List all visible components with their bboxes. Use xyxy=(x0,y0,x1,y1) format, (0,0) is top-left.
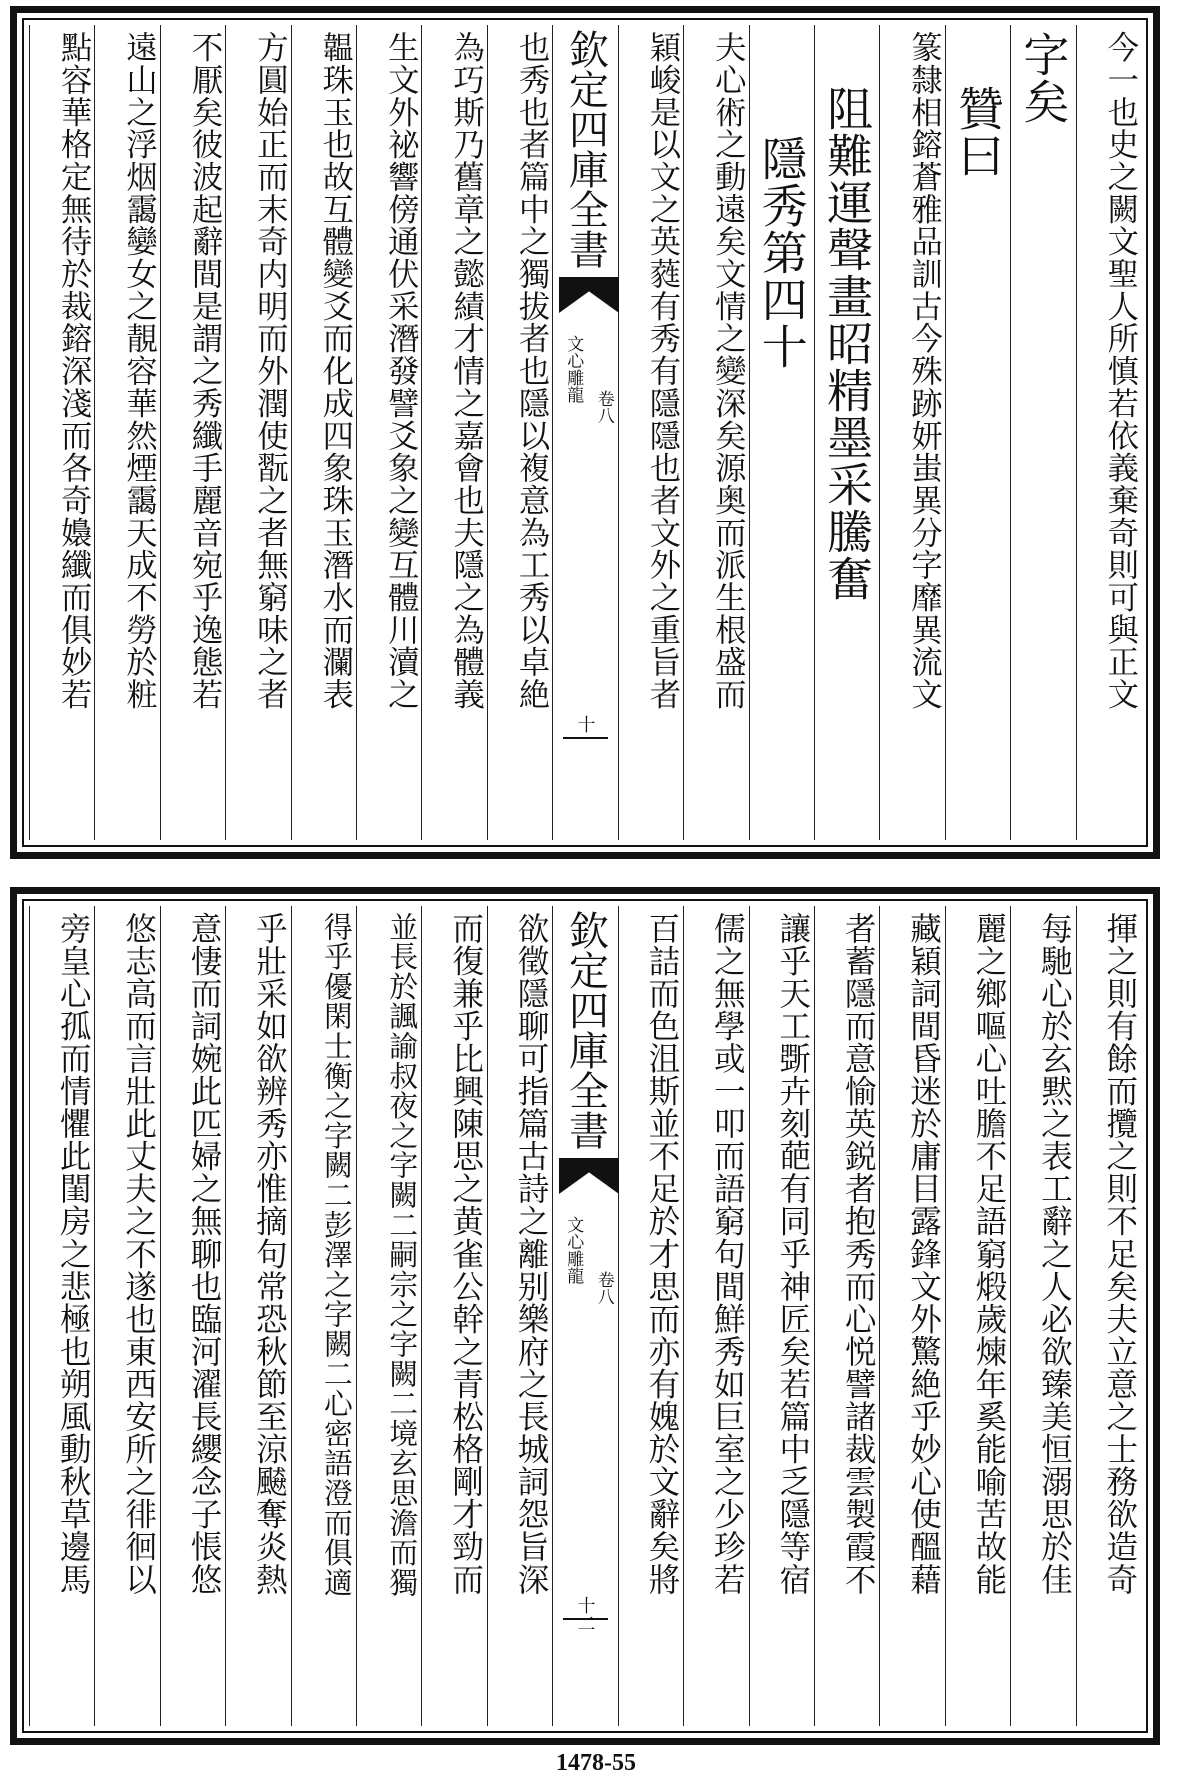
chapter-name: 文心雕龍 xyxy=(563,335,584,403)
text-column xyxy=(421,25,486,840)
text-column xyxy=(618,906,683,1726)
text-column xyxy=(356,25,421,840)
book-title: 欽定四庫全書 xyxy=(562,910,609,1150)
text-column xyxy=(1076,25,1141,840)
text-column xyxy=(1010,25,1075,840)
spine-band xyxy=(552,906,617,1726)
text-column xyxy=(421,906,486,1726)
book-title: 欽定四庫全書 xyxy=(562,29,609,269)
column-text: 方圓始正而末奇内明而外潤使翫之者無窮味之者 xyxy=(251,31,288,711)
text-column xyxy=(487,25,552,840)
juan-number: 卷八 xyxy=(593,1271,614,1305)
text-column xyxy=(291,906,356,1726)
column-text: 麗之鄉嘔心吐膽不足語窮煅歲煉年奚能喻苦故能 xyxy=(970,912,1007,1596)
column-text: 藏穎詞間昏迷於庸目露鋒文外驚絶乎妙心使醞藉 xyxy=(905,912,942,1596)
column-text: 意悽而詞婉此匹婦之無聊也臨河濯長纓念子悵悠 xyxy=(186,912,223,1596)
column-text: 穎峻是以文之英蕤有秀有隱隱也者文外之重旨者 xyxy=(643,31,680,711)
page-footer-number: 1478-55 xyxy=(556,1750,636,1776)
column-text: 並長於諷諭叔夜之字闕二嗣宗之字闕二境玄思澹而獨 xyxy=(385,912,420,1598)
column-text: 不厭矣彼波起辭間是謂之秀纖手麗音宛乎逸態若 xyxy=(186,31,223,711)
column-text: 者蓄隱而意愉英鋭者抱秀而心悦譬諸裁雲製霞不 xyxy=(840,912,877,1596)
text-column xyxy=(749,906,814,1726)
text-column xyxy=(291,25,356,840)
bottom-page-frame xyxy=(10,887,1160,1745)
leaf-rule xyxy=(563,1618,607,1620)
column-text: 而復兼乎比興陳思之黄雀公幹之青松格剛才勁而 xyxy=(447,912,484,1596)
text-column xyxy=(683,906,748,1726)
column-text: 韞珠玉也故互體變爻而化成四象珠玉潛水而瀾表 xyxy=(316,31,353,711)
column-text: 篆隸相鎔蒼雅品訓古今殊跡妍蚩異分字靡異流文 xyxy=(905,31,942,711)
text-column xyxy=(29,906,94,1726)
column-text: 得乎優閑士衡之字闕二彭澤之字闕二心密語澄而俱適 xyxy=(319,912,354,1598)
spine-band xyxy=(552,25,617,840)
column-text: 也秀也者篇中之獨拔者也隱以複意為工秀以卓絶 xyxy=(513,31,550,711)
column-text: 為巧斯乃舊章之懿績才情之嘉會也夫隱之為體義 xyxy=(447,31,484,711)
column-text: 遠山之浮烟靄孌女之靚容華然煙靄天成不勞於粧 xyxy=(120,31,157,711)
text-column xyxy=(879,906,944,1726)
text-column xyxy=(1010,906,1075,1726)
text-column xyxy=(160,25,225,840)
text-column xyxy=(945,906,1010,1726)
text-column xyxy=(160,906,225,1726)
fishtail-mark-icon xyxy=(559,277,619,313)
column-text: 乎壯采如欲辨秀亦惟摘句常恐秋節至涼飇奪炎熱 xyxy=(251,912,288,1596)
column-text: 生文外祕響傍通伏采潛發譬爻象之變互體川瀆之 xyxy=(382,31,419,711)
column-text: 揮之則有餘而攬之則不足矣夫立意之士務欲造奇 xyxy=(1101,912,1138,1596)
column-text: 隱秀第四十 xyxy=(754,135,809,370)
text-column xyxy=(94,25,159,840)
column-text: 旁皇心孤而情懼此閨房之悲極也朔風動秋草邊馬 xyxy=(55,912,92,1596)
leaf-number: 十二 xyxy=(574,1596,596,1632)
text-column xyxy=(814,906,879,1726)
text-column xyxy=(29,25,94,840)
juan-number: 卷八 xyxy=(593,390,614,424)
column-text: 讓乎天工斲卉刻葩有同乎神匠矣若篇中乏隱等宿 xyxy=(774,912,811,1596)
leaf-rule xyxy=(563,737,607,739)
column-text: 欲徵隱聊可指篇古詩之離别樂府之長城詞怨旨深 xyxy=(513,912,550,1596)
text-column xyxy=(487,906,552,1726)
text-column xyxy=(945,25,1010,840)
column-text: 儒之無學或一叩而語窮句間鮮秀如巨室之少珍若 xyxy=(709,912,746,1596)
column-text: 點容華格定無待於裁鎔深淺而各奇嬝纖而俱妙若 xyxy=(55,31,92,711)
text-column xyxy=(618,25,683,840)
column-text: 悠志高而言壯此丈夫之不遂也東西安所之徘徊以 xyxy=(120,912,157,1596)
column-text: 夫心術之動遠矣文情之變深矣源奥而派生根盛而 xyxy=(709,31,746,711)
leaf-number: 十 xyxy=(574,715,596,733)
column-text: 今一也史之闕文聖人所慎若依義棄奇則可與正文 xyxy=(1101,31,1138,711)
text-column xyxy=(683,25,748,840)
text-column xyxy=(356,906,421,1726)
text-column xyxy=(225,25,290,840)
text-column xyxy=(749,25,814,840)
text-column xyxy=(1076,906,1141,1726)
text-column xyxy=(94,906,159,1726)
chapter-name: 文心雕龍 xyxy=(563,1216,584,1284)
top-page-frame xyxy=(10,6,1160,859)
column-text: 百詰而色沮斯並不足於才思而亦有媿於文辭矣將 xyxy=(643,912,680,1596)
column-text: 字矣 xyxy=(1016,31,1071,125)
text-column xyxy=(879,25,944,840)
text-column xyxy=(225,906,290,1726)
column-text: 阻難運聲畫昭精墨采騰奮 xyxy=(820,85,875,602)
text-column xyxy=(814,25,879,840)
fishtail-mark-icon xyxy=(559,1158,619,1194)
column-text: 每馳心於玄黙之表工辭之人必欲臻美恒溺思於佳 xyxy=(1036,912,1073,1596)
column-text: 贊曰 xyxy=(950,85,1005,179)
